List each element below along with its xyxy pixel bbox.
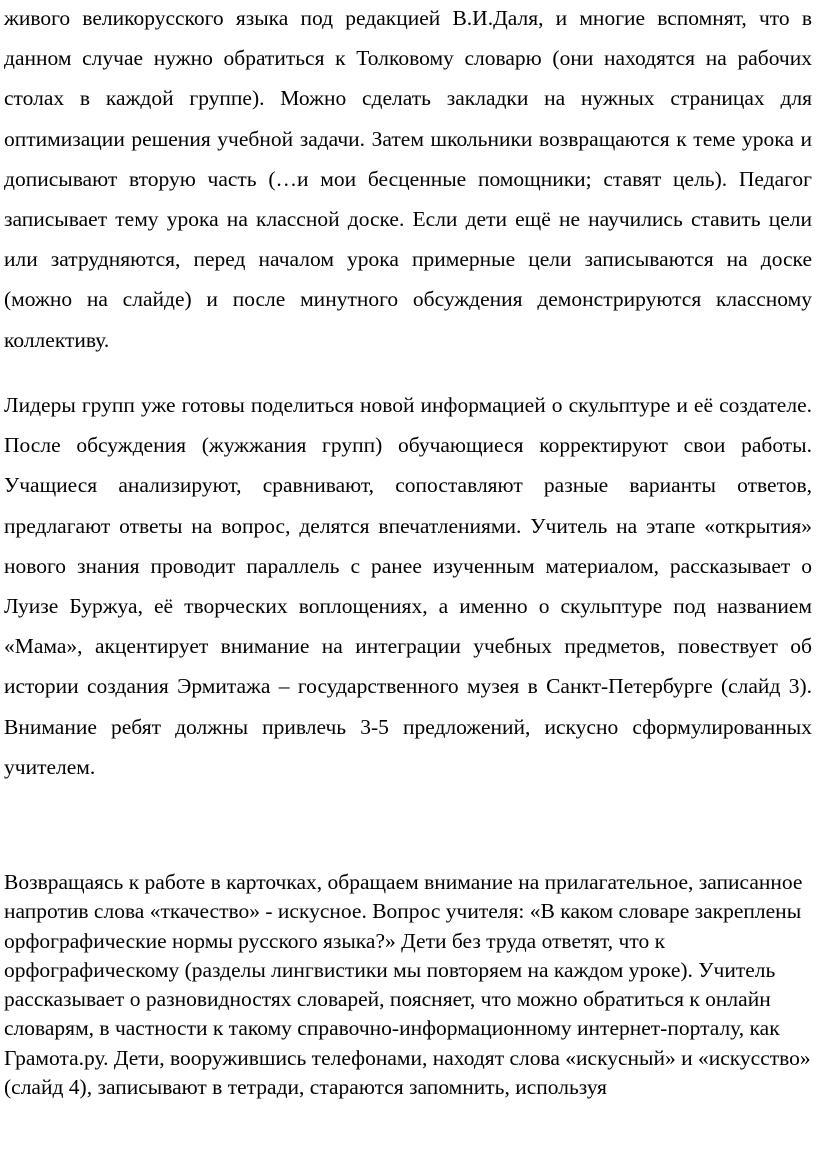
paragraph-group-leaders: Лидеры групп уже готовы поделиться новой информацией о скульптуре и её создателе. После обсуждения (жужжания групп) обучающиеся корректируют свои работы. Учащиеся анализируют, сравнивают, сопоставляют разные варианты ответов, предлагают ответы на вопрос, делятся впечатлениями. Учитель на этапе «открытия» нового знания проводит параллель с ранее изученным материалом, рассказывает о Луизе Буржуа, её творческих воплощениях, а именно о скульптуре под названием «Мама», акцентирует внимание на интеграции учебных предметов, повествует об истории создания Эрмитажа – государственного музея в Санкт-Петербурге (слайд 3). Внимание ребят должны привлечь 3-5 предложений, искусно сформулированных учителем.	[4, 393, 812, 779]
paragraph-cards-work: Возвращаясь к работе в карточках, обращаем внимание на прилагательное, записанное напротив слова «ткачество» - искусное. Вопрос учителя: «В каком словаре закреплены орфографические нормы русского языка?» Дети без труда ответят, что к орфографическому (разделы лингвистики мы повторяем на каждом уроке). Учитель рассказывает о разновидностях словарей, поясняет, что можно обратиться к онлайн словарям, в частности к такому справочно-информационному интернет-порталу, как Грамота.ру. Дети, вооружившись телефонами, находят слова «искусный» и «искусство» (слайд 4), записывают в тетради, стараются запомнить, используя	[4, 870, 811, 1100]
paragraph-dictionary: живого великорусского языка под редакцией В.И.Даля, и многие вспомнят, что в данном случае нужно обратиться к Толковому словарю (они находятся на рабочих столах в каждой группе). Можно сделать закладки на нужных страницах для оптимизации решения учебной задачи. Затем школьники возвращаются к теме урока и дописывают вторую часть (…и мои бесценные помощники; ставят цель). Педагог записывает тему урока на классной доске. Если дети ещё не научились ставить цели или затрудняются, перед началом урока примерные цели записываются на доске (можно на слайде) и после минутного обсуждения демонстрируются классному коллективу.	[4, 6, 812, 352]
